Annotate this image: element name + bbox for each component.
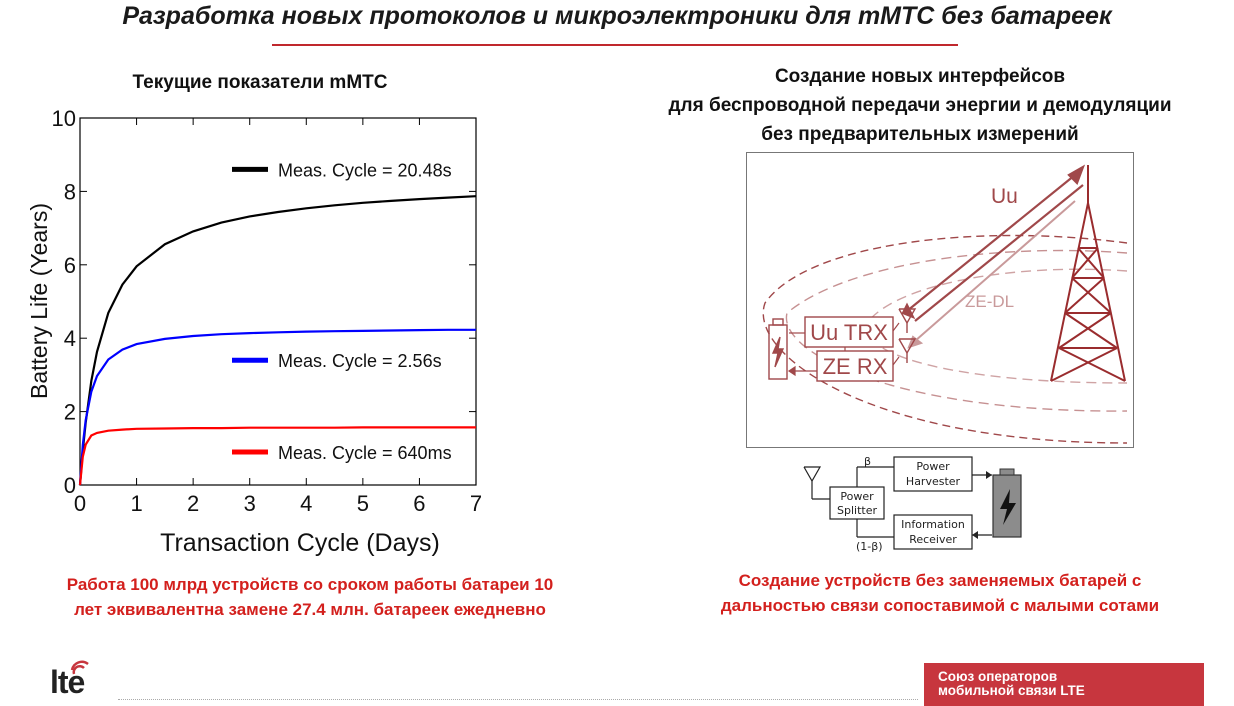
legend-label-2: Meas. Cycle = 640ms [278, 442, 452, 463]
y-tick-label: 8 [63, 179, 76, 205]
series-lines [80, 196, 476, 485]
cell-tower [1051, 165, 1125, 381]
x-tick-label: 7 [469, 491, 483, 516]
x-axis-label: Transaction Cycle (Days) [160, 529, 440, 557]
legend-label-0: Meas. Cycle = 20.48s [278, 160, 452, 181]
y-tick-label: 0 [63, 473, 76, 498]
splitter-label-2: Splitter [837, 504, 877, 517]
diagram-canvas [747, 153, 1133, 447]
operators-union-logo [924, 663, 1204, 706]
x-tick-label: 3 [243, 491, 256, 516]
title-underline [272, 44, 958, 46]
right-caption-line-1: Создание устройств без заменяемых батарей с [738, 571, 1142, 590]
right-heading-line-3: без предварительных измерений [761, 124, 1079, 145]
right-heading-line-1: Создание новых интерфейсов [774, 66, 1066, 87]
y-tick-label: 10 [51, 106, 76, 131]
x-tick-label: 1 [130, 491, 143, 516]
device-battery [769, 319, 787, 379]
right-heading [600, 62, 1234, 149]
org-name-line-1: Союз операторов [938, 669, 1058, 684]
footer-divider [118, 699, 918, 700]
harvester-label-1: Power [916, 460, 950, 473]
uu-trx-label: Uu TRX [810, 320, 888, 345]
right-caption [640, 568, 1234, 618]
battery-icon [993, 469, 1021, 537]
x-tick-label: 0 [73, 491, 87, 516]
right-heading-line-2: для беспроводной передачи энергии и демодуляции [668, 95, 1172, 116]
y-axis-label: Battery Life (Years) [26, 202, 52, 400]
ze-dl-link [909, 201, 1075, 347]
series-line-0 [80, 196, 476, 485]
left-caption-line-1: Работа 100 млрд устройств со сроком работы батареи 10 [66, 575, 554, 594]
battery-life-chart [0, 95, 500, 565]
lte-logo: lte [50, 664, 85, 700]
ze-rx-label: ZE RX [822, 354, 888, 379]
x-tick-label: 4 [300, 491, 313, 516]
beta-label: β [864, 455, 872, 468]
left-caption [0, 572, 620, 622]
receiver-label-2: Receiver [909, 533, 957, 546]
one-minus-beta-label: (1-β) [856, 540, 883, 553]
wireless-interface-diagram [746, 152, 1134, 448]
y-tick-label: 4 [63, 326, 76, 352]
left-heading: Текущие показатели mMTC [132, 72, 388, 93]
x-tick-label: 5 [356, 491, 369, 516]
coverage-ellipse-mid [866, 269, 1127, 383]
power-splitter-diagram [796, 455, 1036, 555]
x-tick-label: 6 [413, 491, 426, 516]
right-caption-line-2: дальностью связи сопоставимой с малыми сотами [720, 596, 1160, 615]
antenna-icon [804, 467, 820, 481]
legend-label-1: Meas. Cycle = 2.56s [278, 351, 442, 372]
receiver-label-1: Information [901, 518, 965, 531]
x-tick-label: 2 [187, 491, 200, 516]
harvester-label-2: Harvester [905, 475, 961, 488]
y-tick-label: 2 [63, 399, 76, 425]
uu-label: Uu [991, 185, 1018, 208]
splitter-label-1: Power [840, 490, 874, 503]
chart-legend [232, 160, 452, 463]
slide-title: Разработка новых протоколов и микроэлектроники для mMTC без батареек [122, 2, 1112, 30]
ze-dl-label: ZE-DL [965, 292, 1015, 311]
org-name-line-2: мобильной связи LTE [938, 683, 1085, 698]
left-caption-line-2: лет эквивалентна замене 27.4 млн. батареек ежедневно [74, 600, 546, 619]
y-tick-label: 6 [63, 252, 76, 278]
